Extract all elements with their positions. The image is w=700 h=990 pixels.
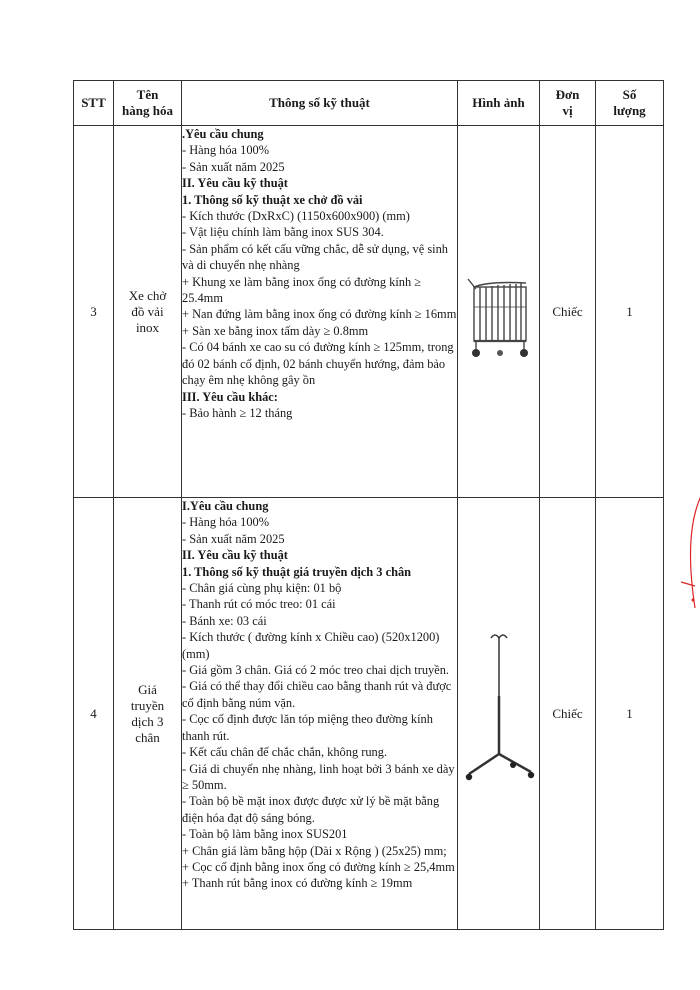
spec-table — [73, 80, 664, 930]
item-name-line: truyền — [130, 697, 165, 713]
spec-line: 1. Thông số kỹ thuật giá truyền dịch 3 chân — [182, 564, 412, 579]
spec-line: + Nan đứng làm bằng inox ống có đường kính ≥ 16mm — [182, 307, 457, 322]
row-image — [458, 126, 540, 498]
header-qty-line1: Số — [622, 87, 637, 102]
spec-line: II. Yêu cầu kỹ thuật — [182, 176, 288, 191]
spec-line: - Toàn bộ bề mặt inox được được xử lý bề mặt bằng điện hóa đạt độ sáng bóng. — [182, 794, 440, 825]
spec-line: - Vật liệu chính làm bằng inox SUS 304. — [182, 225, 384, 240]
row-item-name — [114, 126, 182, 498]
spec-line: - Sản xuất năm 2025 — [182, 159, 285, 174]
header-image: Hình ảnh — [458, 81, 540, 126]
spec-line: - Hàng hóa 100% — [182, 515, 270, 530]
spec-line: + Khung xe làm bằng inox ống có đường kính ≥ 25.4mm — [182, 274, 422, 306]
row-spec — [182, 126, 458, 498]
spec-line: - Thanh rút có móc treo: 01 cái — [182, 597, 336, 612]
row-qty: 1 — [596, 498, 664, 930]
spec-line: .Yêu cầu chung — [182, 127, 264, 141]
spec-line: + Chân giá làm bằng hộp (Dài x Rộng ) (25x25) mm; — [182, 843, 447, 858]
row-unit: Chiếc — [540, 498, 596, 930]
spec-line: - Sản xuất năm 2025 — [182, 531, 285, 546]
item-name-line: Giá — [138, 681, 157, 697]
header-name-line1: Tên — [136, 87, 159, 102]
item-name-line: dịch 3 — [131, 713, 164, 729]
spec-line: + Sàn xe bằng inox tấm dày ≥ 0.8mm — [182, 323, 369, 338]
header-name — [114, 81, 182, 126]
spec-line: - Giá có thể thay đổi chiều cao bằng thanh rút và được cố định bằng núm vặn. — [182, 679, 452, 710]
spec-line: - Cọc cố định được lăn tóp miệng theo đường kính thanh rút. — [182, 712, 433, 743]
spec-line: - Chân giá cùng phụ kiện: 01 bộ — [182, 581, 342, 596]
table-header-row — [74, 81, 664, 126]
row-spec — [182, 498, 458, 930]
row-item-name — [114, 498, 182, 930]
laundry-trolley-icon — [464, 257, 534, 362]
spec-line: - Giá gồm 3 chân. Giá có 2 móc treo chai dịch truyền. — [182, 663, 449, 678]
header-name-line2: hàng hóa — [122, 103, 173, 118]
row-image — [458, 498, 540, 930]
spec-line: - Hàng hóa 100% — [182, 143, 270, 158]
spec-line: - Kết cấu chân đế chắc chắn, không rung. — [182, 745, 388, 760]
spec-line: + Cọc cố định bằng inox ống có đường kính ≥ 25,4mm — [182, 859, 455, 874]
spec-line: - Kích thước (DxRxC) (1150x600x900) (mm) — [182, 209, 410, 224]
header-spec: Thông số kỹ thuật — [182, 81, 458, 126]
item-name-line: Xe chở — [128, 287, 167, 303]
item-name-line: inox — [135, 319, 160, 335]
spec-line: - Giá di chuyển nhẹ nhàng, linh hoạt bởi 3 bánh xe dày ≥ 50mm. — [182, 761, 455, 792]
spec-line: II. Yêu cầu kỹ thuật — [182, 548, 288, 563]
header-unit — [540, 81, 596, 126]
row-qty: 1 — [596, 126, 664, 498]
iv-stand-icon — [461, 626, 537, 796]
spec-line: I.Yêu cầu chung — [182, 499, 269, 513]
header-stt: STT — [74, 81, 114, 126]
row-stt: 3 — [74, 126, 114, 498]
row-stt: 4 — [74, 498, 114, 930]
table-row — [74, 498, 664, 930]
spec-line: - Bánh xe: 03 cái — [182, 613, 267, 628]
spec-line: + Thanh rút bằng inox có đường kính ≥ 19mm — [182, 876, 413, 891]
spec-line: - Kích thước ( đường kính x Chiều cao) (520x1200) (mm) — [182, 630, 440, 661]
spec-line: III. Yêu cầu khác: — [182, 389, 278, 404]
spec-line: - Sản phẩm có kết cấu vững chắc, dễ sử dụng, vệ sinh và di chuyển nhẹ nhàng — [182, 241, 448, 273]
stamp-fragment-icon — [675, 490, 700, 610]
spec-line: - Toàn bộ làm bằng inox SUS201 — [182, 827, 348, 842]
spec-line: - Có 04 bánh xe cao su có đường kính ≥ 125mm, trong đó 02 bánh cố định, 02 bánh chuyển hướng, đảm bảo chạy êm nhẹ không gây ồn — [182, 340, 454, 388]
header-unit-line2: vị — [562, 103, 573, 118]
header-unit-line1: Đơn — [555, 87, 580, 102]
header-qty — [596, 81, 664, 126]
spec-line: - Bảo hành ≥ 12 tháng — [182, 405, 293, 420]
item-name-line: đồ vải — [131, 303, 164, 319]
table-row — [74, 126, 664, 498]
header-qty-line2: lượng — [613, 103, 646, 118]
spec-line: 1. Thông số kỹ thuật xe chở đồ vải — [182, 192, 363, 207]
item-name-line: chân — [135, 729, 160, 745]
row-unit: Chiếc — [540, 126, 596, 498]
